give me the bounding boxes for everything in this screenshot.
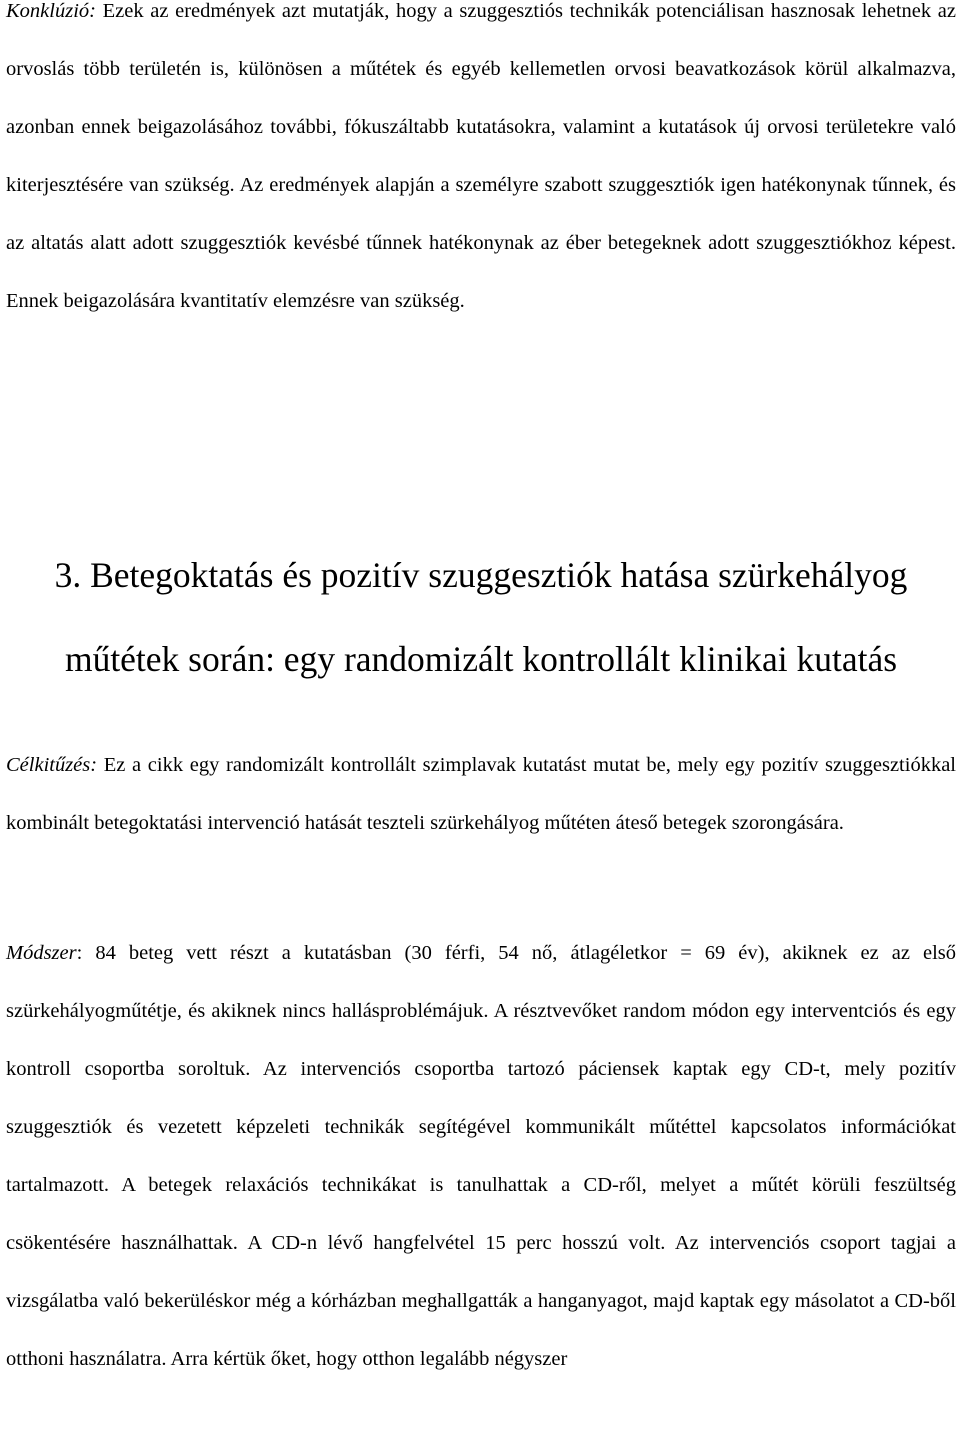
method-text: : 84 beteg vett részt a kutatásban (30 férfi, 54 nő, átlagéletkor = 69 év), akiknek ez az első szürkehályogműtétje, és akiknek nincs hallásproblémájuk. A résztvevőket random módon egy interventciós és egy kontroll csoportba soroltuk. Az intervenciós csoportba tartozó páciensek kaptak egy CD-t, mely pozitív szuggesztiók és vezetett képzeleti technikák segítégével kommunikált műtéttel kapcsolatos információkat tartalmazott. A betegek relaxációs technikákat is tanulhattak a CD-ről, melyet a műtét körüli feszültség csökentésére használhattak. A CD-n lévő hangfelvétel 15 perc hosszú volt. Az intervenciós csoport tagjai a vizsgálatba való bekerüléskor még a kórházban meghallgatták a hanganyagot, majd kaptak egy másolatot a CD-ből otthoni használatra. Arra kértük őket, hogy otthon legalább négyszer	[6, 942, 956, 1370]
conclusion-label: Konklúzió:	[6, 0, 96, 22]
conclusion-paragraph	[6, 0, 956, 330]
method-label: Módszer	[6, 942, 77, 964]
section-title: 3. Betegoktatás és pozitív szuggesztiók hatása szürkehályog műtétek során: egy randomizált kontrollált klinikai kutatás	[54, 555, 908, 679]
aim-text: Ez a cikk egy randomizált kontrollált szimplavak kutatást mutat be, mely egy pozitív szuggesztiókkal kombinált betegoktatási intervenció hatását teszteli szürkehályog műtéten áteső betegek szorongására.	[6, 754, 956, 834]
aim-label: Célkitűzés:	[6, 754, 98, 776]
conclusion-text: Ezek az eredmények azt mutatják, hogy a szuggesztiós technikák potenciálisan hasznosak lehetnek az orvoslás több területén is, különösen a műtétek és egyéb kellemetlen orvosi beavatkozások körül alkalmazva, azonban ennek beigazolásához további, fókuszáltabb kutatásokra, valamint a kutatások új orvosi területekre való kiterjesztésére van szükség. Az eredmények alapján a személyre szabott szuggesztiók igen hatékonynak tűnnek, és az altatás alatt adott szuggesztiók kevésbé tűnnek hatékonynak az éber betegeknek adott szuggesztiókhoz képest. Ennek beigazolására kvantitatív elemzésre van szükség.	[6, 0, 956, 312]
aim-paragraph	[6, 736, 956, 852]
method-paragraph	[6, 924, 956, 1388]
